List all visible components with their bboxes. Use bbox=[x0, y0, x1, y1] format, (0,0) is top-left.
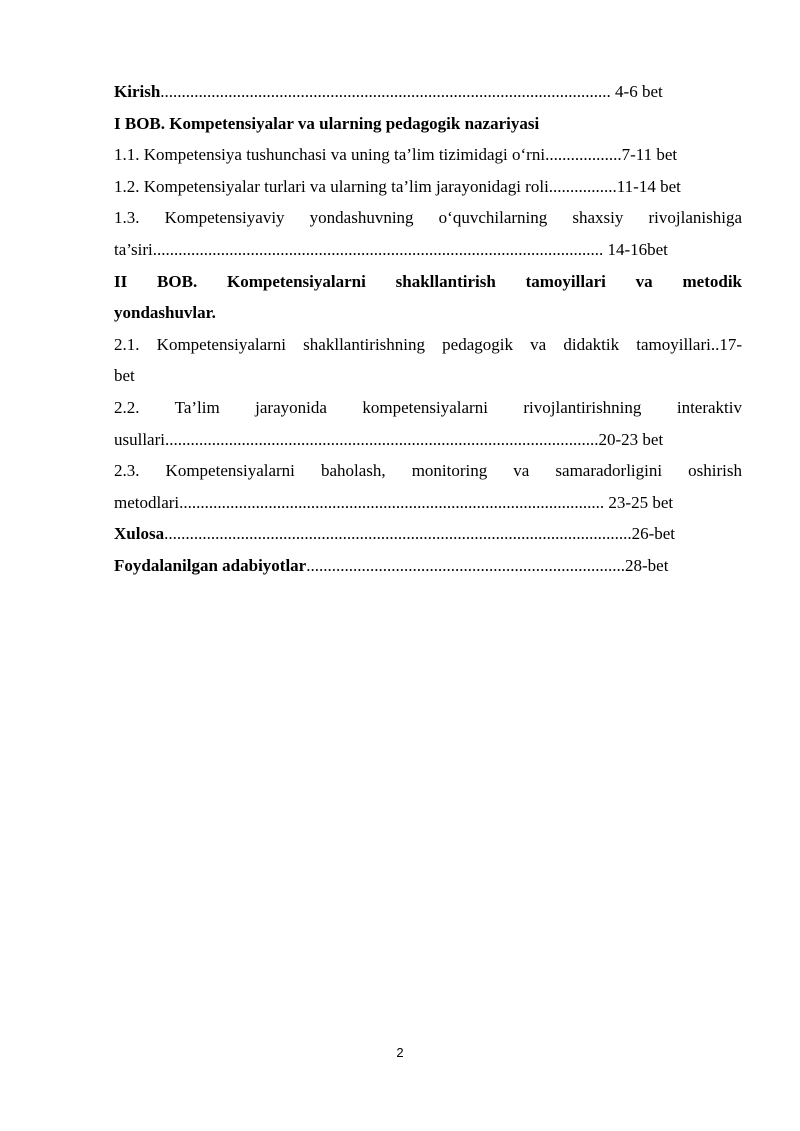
toc-entry-2-1-line2: bet bbox=[114, 366, 135, 386]
toc-leader-dots: .............................................................................................................. bbox=[164, 524, 632, 544]
toc-page-ref: 11-14 bet bbox=[616, 176, 681, 196]
toc-leader-dots: .................................................................................................... bbox=[179, 492, 605, 512]
toc-chapter-2-heading-line1: II BOB. Kompetensiyalarni shakllantirish tamoyillari va metodik bbox=[114, 271, 742, 291]
toc-leader-dots: ................ bbox=[548, 176, 617, 196]
toc-entry-2-2-line1: 2.2. Ta’lim jarayonida kompetensiyalarni rivojlantirishning interaktiv bbox=[114, 397, 742, 417]
toc-page-ref: 20-23 bet bbox=[598, 429, 664, 449]
toc-entry-2-1-line1: 2.1. Kompetensiyalarni shakllantirishning pedagogik va didaktik tamoyillari..17- bbox=[114, 334, 742, 354]
toc-chapter-2-heading-line2: yondashuvlar. bbox=[114, 303, 216, 323]
page-number: 2 bbox=[396, 1045, 404, 1060]
toc-entry-text: 1.2. Kompetensiyalar turlari va ularning ta’lim jarayonidagi roli bbox=[114, 176, 549, 196]
toc-page-ref: 26-bet bbox=[631, 524, 676, 544]
toc-entry-text: usullari bbox=[114, 429, 165, 449]
toc-leader-dots: .......................................................................................................... bbox=[152, 239, 604, 259]
toc-page-ref: 4-6 bet bbox=[610, 82, 663, 101]
toc-entry-xulosa bbox=[114, 518, 742, 550]
toc-entry-title: Xulosa bbox=[114, 524, 165, 544]
toc-entry-title: Foydalanilgan adabiyotlar bbox=[114, 555, 307, 575]
toc-leader-dots: .................. bbox=[545, 145, 622, 165]
toc-leader-dots: ........................................................................... bbox=[306, 555, 625, 575]
toc-leader-dots: .......................................................................................................... bbox=[160, 82, 611, 101]
toc-entry-1-1 bbox=[114, 139, 742, 171]
toc-page-ref: 14-16bet bbox=[603, 239, 668, 259]
toc-entry-adabiyotlar bbox=[114, 550, 742, 582]
toc-entry-2-2-line2 bbox=[114, 424, 742, 456]
toc-entry-2-3-line2 bbox=[114, 487, 742, 519]
toc-chapter-1-heading: I BOB. Kompetensiyalar va ularning pedagogik nazariyasi bbox=[114, 113, 540, 133]
toc-entry-text: 1.1. Kompetensiya tushunchasi va uning ta’lim tizimidagi o‘rni bbox=[114, 145, 546, 165]
toc-entry-title: Kirish bbox=[114, 82, 161, 101]
toc-entry-text: metodlari bbox=[114, 492, 180, 512]
table-of-contents bbox=[114, 76, 742, 582]
toc-entry-1-3-line1: 1.3. Kompetensiyaviy yondashuvning o‘quvchilarning shaxsiy rivojlanishiga bbox=[114, 208, 742, 228]
toc-leader-dots: ...................................................................................................... bbox=[165, 429, 599, 449]
toc-page-ref: 7-11 bet bbox=[621, 145, 678, 165]
toc-entry-1-2 bbox=[114, 171, 742, 203]
toc-entry-text: ta’siri bbox=[114, 239, 153, 259]
toc-page-ref: 23-25 bet bbox=[604, 492, 674, 512]
toc-entry-2-3-line1: 2.3. Kompetensiyalarni baholash, monitoring va samaradorligini oshirish bbox=[114, 461, 742, 481]
toc-entry-1-3-line2 bbox=[114, 234, 742, 266]
toc-page-ref: 28-bet bbox=[624, 555, 669, 575]
toc-entry-kirish bbox=[114, 76, 742, 108]
